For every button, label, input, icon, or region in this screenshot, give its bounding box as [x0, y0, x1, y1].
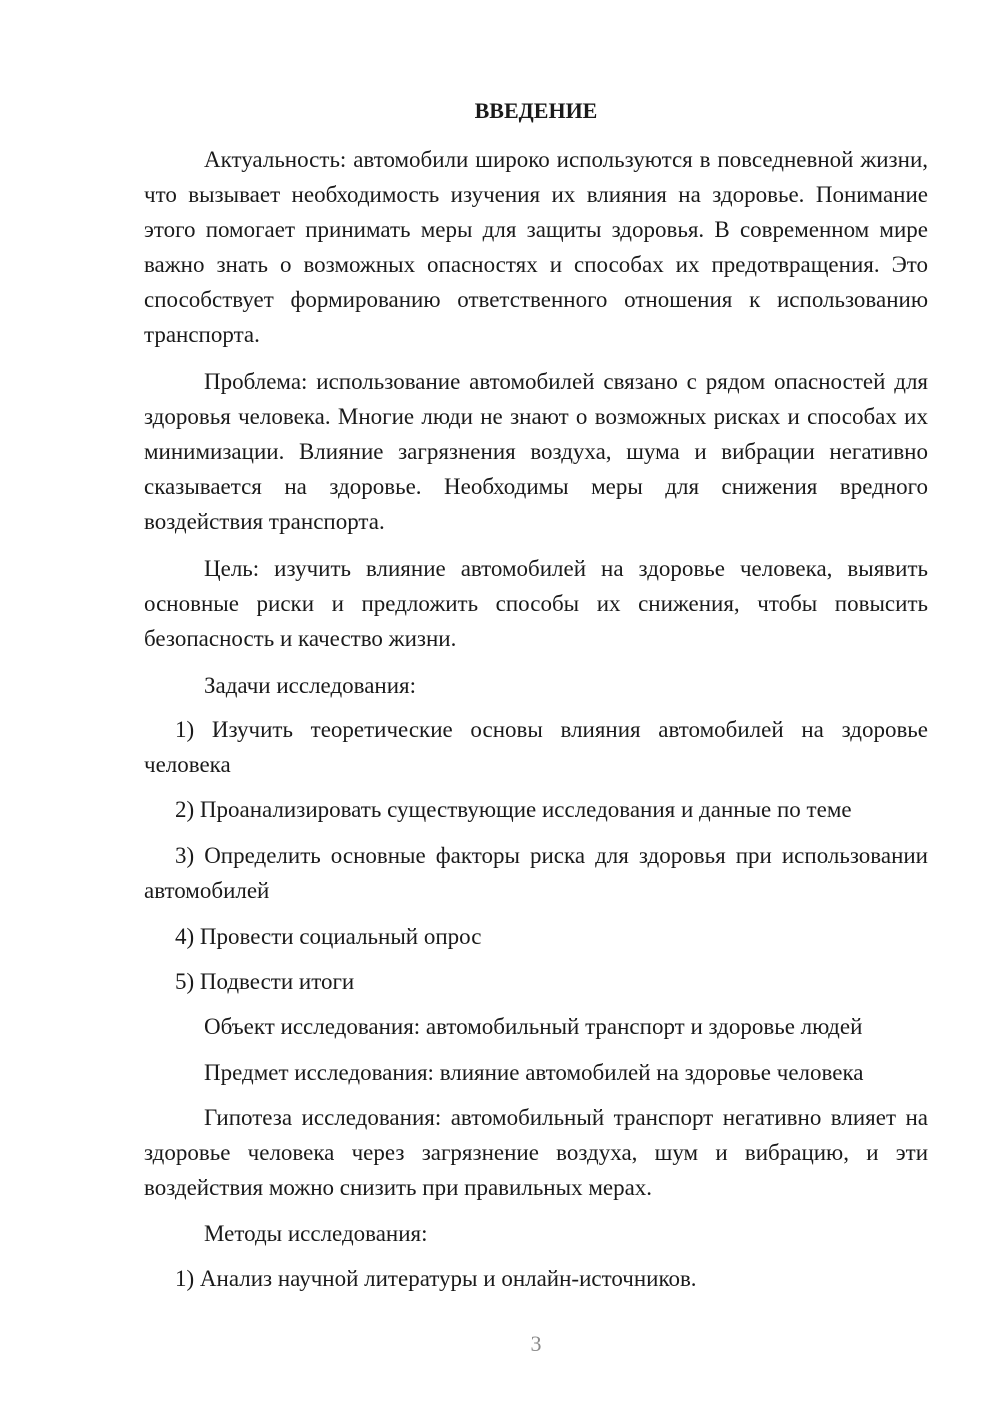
object-paragraph: Объект исследования: автомобильный транспорт и здоровье людей — [204, 1014, 863, 1039]
section-heading: ВВЕДЕНИЕ — [474, 98, 598, 123]
goal-paragraph: Цель: изучить влияние автомобилей на здоровье человека, выявить основные риски и предложить способы их снижения, чтобы повысить безопасность и качество жизни. — [144, 556, 928, 651]
task-item-1: 1) Изучить теоретические основы влияния автомобилей на здоровье человека — [144, 717, 928, 777]
problem-paragraph: Проблема: использование автомобилей связано с рядом опасностей для здоровья человека. Многие люди не знают о возможных рисках и способах их минимизации. Влияние загрязнения воздуха, шума и вибрации негативно сказывается на здоровье. Необходимы меры для снижения вредного воздействия транспорта. — [144, 369, 928, 534]
subject-paragraph: Предмет исследования: влияние автомобилей на здоровье человека — [204, 1060, 864, 1085]
task-item-5: 5) Подвести итоги — [175, 969, 355, 994]
task-item-3: 3) Определить основные факторы риска для здоровья при использовании автомобилей — [144, 843, 928, 903]
page-number: 3 — [530, 1331, 542, 1356]
task-item-4: 4) Провести социальный опрос — [175, 924, 482, 949]
method-item-1: 1) Анализ научной литературы и онлайн-источников. — [175, 1266, 697, 1291]
methods-title: Методы исследования: — [204, 1221, 428, 1246]
task-item-2: 2) Проанализировать существующие исследования и данные по теме — [175, 797, 852, 822]
relevance-paragraph: Актуальность: автомобили широко используются в повседневной жизни, что вызывает необходимость изучения их влияния на здоровье. Понимание этого помогает принимать меры для защиты здоровья. В современном мире важно знать о возможных опасностях и способах их предотвращения. Это способствует формированию ответственного отношения к использованию транспорта. — [144, 147, 928, 347]
hypothesis-paragraph: Гипотеза исследования: автомобильный транспорт негативно влияет на здоровье человека через загрязнение воздуха, шум и вибрацию, и эти воздействия можно снизить при правильных мерах. — [144, 1105, 928, 1200]
tasks-title: Задачи исследования: — [204, 673, 417, 698]
